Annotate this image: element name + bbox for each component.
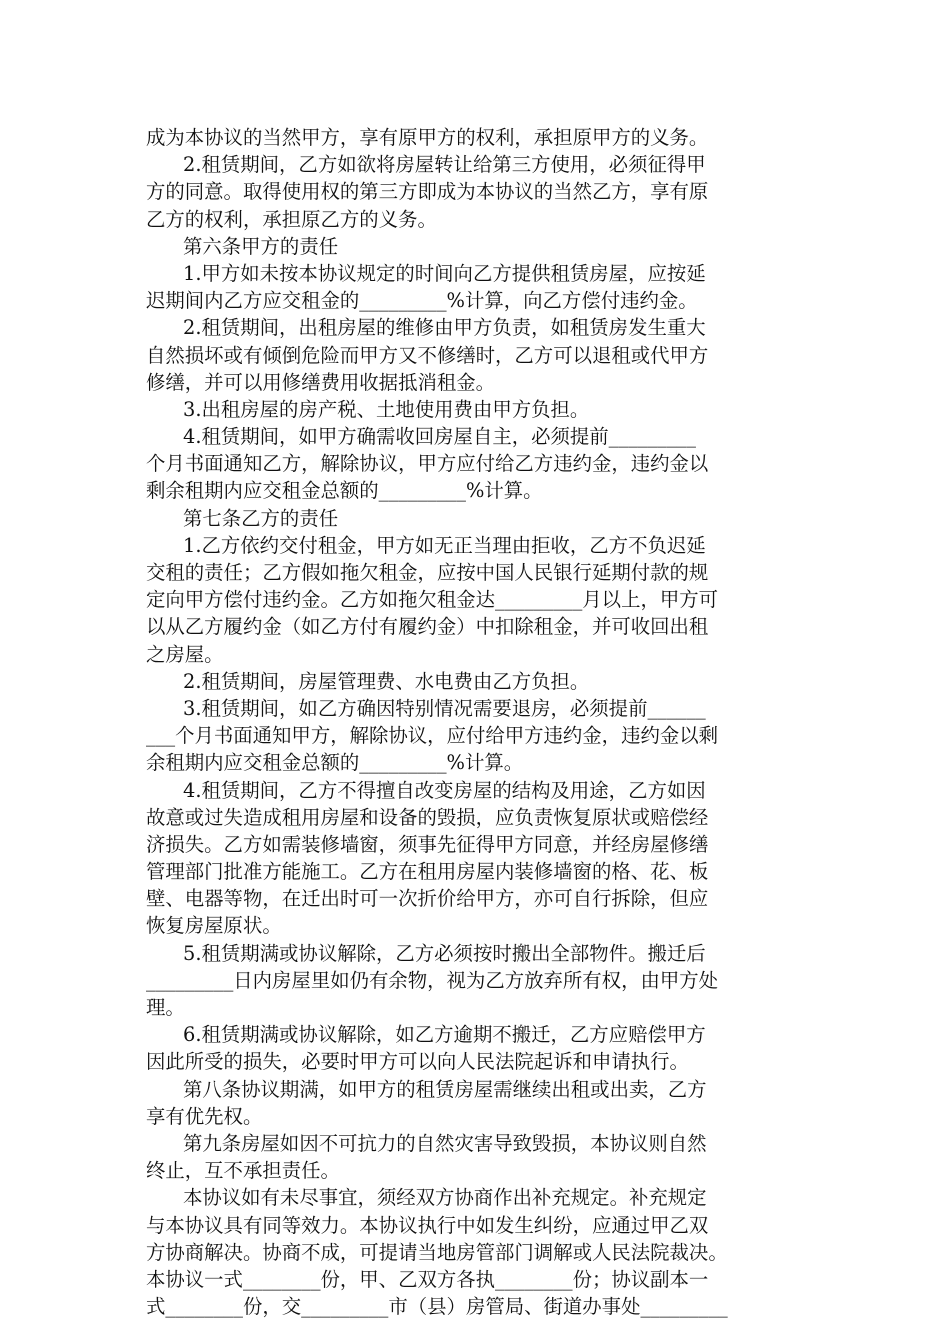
text-line: 1.甲方如未按本协议规定的时间向乙方提供租赁房屋，应按延 (146, 261, 706, 285)
text-line: 3.出租房屋的房产税、土地使用费由甲方负担。 (146, 397, 590, 421)
text-line: 式________份，交_________市（县）房管局、街道办事处_________ (146, 1295, 728, 1319)
text-line: 之房屋。 (146, 642, 224, 666)
text-line: 修缮，并可以用修缮费用收据抵消租金。 (146, 370, 496, 394)
text-line: 2.租赁期间，房屋管理费、水电费由乙方负担。 (146, 669, 590, 693)
text-line: 2.租赁期间，出租房屋的维修由甲方负责，如租赁房发生重大 (146, 316, 706, 340)
text-line: 恢复房屋原状。 (146, 914, 282, 938)
text-line: 本协议一式________份，甲、乙双方各执________份；协议副本一 (146, 1267, 709, 1291)
text-line: 因此所受的损失，必要时甲方可以向人民法院起诉和申请执行。 (146, 1050, 689, 1074)
text-line: 自然损坏或有倾倒危险而甲方又不修缮时，乙方可以退租或代甲方 (146, 343, 709, 367)
text-line: 4.租赁期间，乙方不得擅自改变房屋的结构及用途，乙方如因 (146, 778, 706, 802)
text-line: ___个月书面通知甲方，解除协议，应付给甲方违约金，违约金以剩 (146, 724, 719, 748)
text-line: 壁、电器等物，在迁出时可一次折价给甲方，亦可自行拆除，但应 (146, 887, 709, 911)
text-line: 6.租赁期满或协议解除，如乙方逾期不搬迁，乙方应赔偿甲方 (146, 1023, 706, 1047)
section-heading: 第六条甲方的责任 (146, 234, 339, 258)
text-line: 与本协议具有同等效力。本协议执行中如发生纠纷，应通过甲乙双 (146, 1213, 709, 1237)
text-line: 剩余租期内应交租金总额的_________%计算。 (146, 479, 543, 503)
document-page (146, 124, 826, 1320)
text-line: 以从乙方履约金（如乙方付有履约金）中扣除租金，并可收回出租 (146, 615, 709, 639)
section-heading: 第七条乙方的责任 (146, 506, 339, 530)
text-line: 5.租赁期满或协议解除，乙方必须按时搬出全部物件。搬迁后 (146, 941, 706, 965)
text-line: 4.租赁期间，如甲方确需收回房屋自主，必须提前_________ (146, 425, 696, 449)
text-line: 方的同意。取得使用权的第三方即成为本协议的当然乙方，享有原 (146, 180, 709, 204)
text-line: _________日内房屋里如仍有余物，视为乙方放弃所有权，由甲方处 (146, 968, 719, 992)
text-line: 乙方的权利，承担原乙方的义务。 (146, 207, 437, 231)
text-line: 3.租赁期间，如乙方确因特别情况需要退房，必须提前______ (146, 696, 706, 720)
text-line: 管理部门批准方能施工。乙方在租用房屋内装修墙窗的格、花、板 (146, 860, 709, 884)
text-line: 2.租赁期间，乙方如欲将房屋转让给第三方使用，必须征得甲 (146, 153, 706, 177)
text-line: 理。 (146, 996, 185, 1019)
text-line: 故意或过失造成租用房屋和设备的毁损，应负责恢复原状或赔偿经 (146, 805, 709, 829)
text-line: 个月书面通知乙方，解除协议，甲方应付给乙方违约金，违约金以 (146, 452, 709, 476)
text-line: 1.乙方依约交付租金，甲方如无正当理由拒收，乙方不负迟延 (146, 533, 706, 557)
text-line: 享有优先权。 (146, 1104, 263, 1128)
text-line: 方协商解决。协商不成，可提请当地房管部门调解或人民法院裁决。 (146, 1240, 728, 1264)
text-line: 第八条协议期满，如甲方的租赁房屋需继续出租或出卖，乙方 (146, 1077, 707, 1101)
text-line: 本协议如有未尽事宜，须经双方协商作出补充规定。补充规定 (146, 1186, 707, 1210)
text-line: 交租的责任；乙方假如拖欠租金，应按中国人民银行延期付款的规 (146, 561, 709, 584)
text-line: 迟期间内乙方应交租金的_________%计算，向乙方偿付违约金。 (146, 289, 698, 313)
text-line: 终止，互不承担责任。 (146, 1159, 340, 1183)
text-line: 成为本协议的当然甲方，享有原甲方的权利，承担原甲方的义务。 (146, 126, 709, 149)
text-line: 定向甲方偿付违约金。乙方如拖欠租金达_________月以上，甲方可 (146, 588, 719, 612)
text-line: 济损失。乙方如需装修墙窗，须事先征得甲方同意，并经房屋修缮 (146, 832, 709, 856)
text-line: 余租期内应交租金总额的_________%计算。 (146, 751, 524, 775)
text-line: 第九条房屋如因不可抗力的自然灾害导致毁损，本协议则自然 (146, 1131, 707, 1155)
